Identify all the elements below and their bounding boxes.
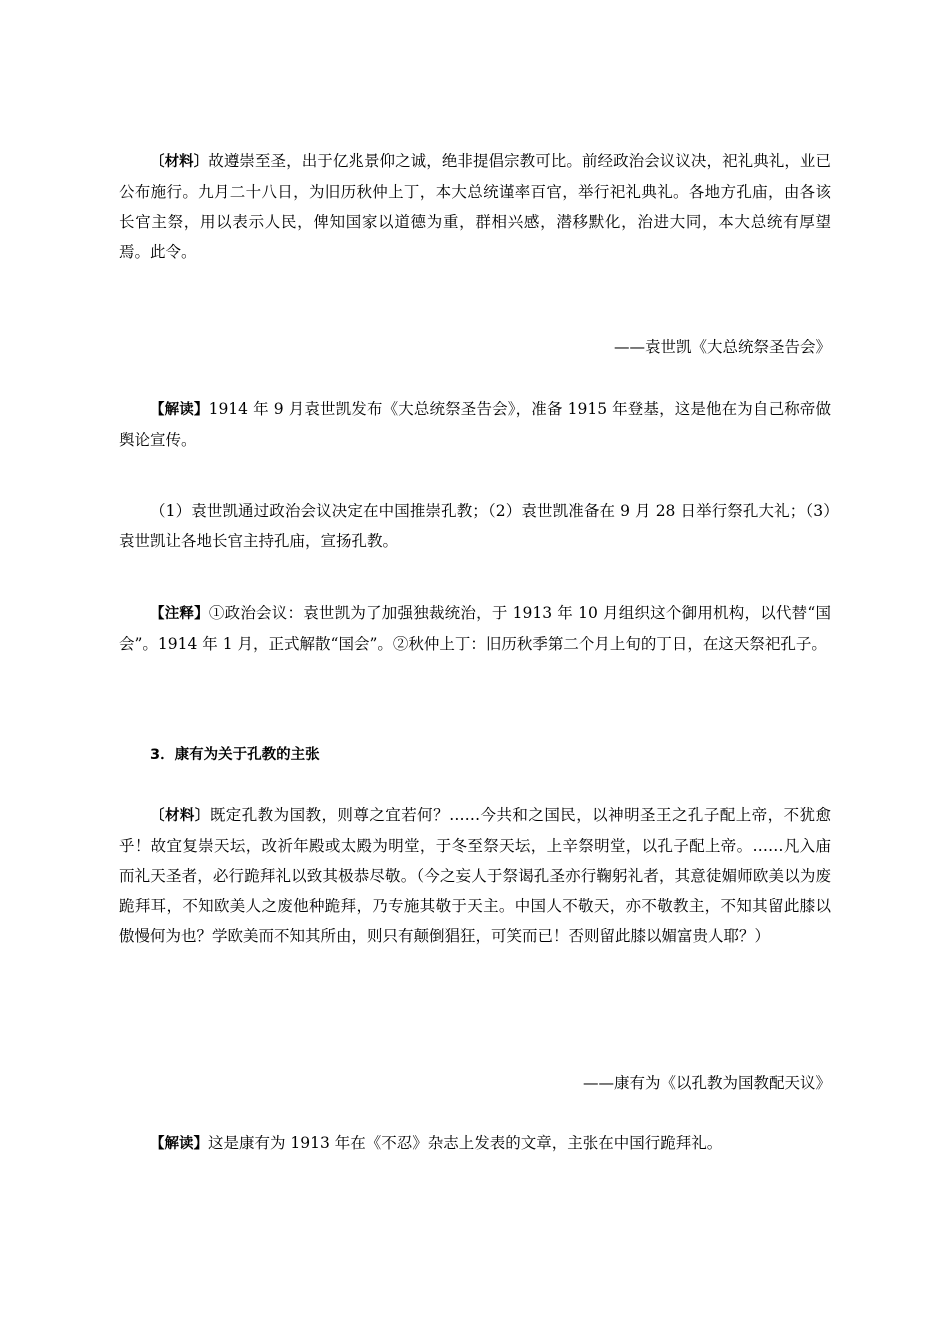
interpretation-label: 【解读】 <box>150 1136 208 1152</box>
interpretation-paragraph-2 <box>119 1128 831 1159</box>
source-citation-1: ——袁世凯《大总统祭圣告会》 <box>613 338 831 356</box>
points-paragraph: （1）袁世凯通过政治会议决定在中国推崇孔教；（2）袁世凯准备在 9 月 28 日举行祭孔大礼；（3）袁世凯让各地长官主持孔庙，宣扬孔教。 <box>119 502 831 550</box>
material-paragraph-1 <box>119 146 831 267</box>
interpretation-text: 1914 年 9 月袁世凯发布《大总统祭圣告会》，准备 1915 年登基，这是他在为自己称帝做舆论宣传。 <box>119 400 831 449</box>
note-text: ①政治会议：袁世凯为了加强独裁统治，于 1913 年 10 月组织这个御用机构，以代替“国会”。1914 年 1 月，正式解散“国会”。②秋仲上丁：旧历秋季第二个月上旬的丁日，在这天祭祀孔子。 <box>119 604 831 653</box>
interpretation-paragraph-1 <box>119 394 831 455</box>
material-text: 故遵崇至圣，出于亿兆景仰之诚，绝非提倡宗教可比。前经政治会议议决，祀礼典礼，业已公布施行。九月二十八日，为旧历秋仲上丁，本大总统谨率百官，举行祀礼典礼。各地方孔庙，由各该长官主祭，用以表示人民，俾知国家以道德为重，群相兴感，潜移默化，治进大同，本大总统有厚望焉。此令。 <box>119 152 831 261</box>
material-label: 〔材料〕 <box>150 808 210 824</box>
interpretation-label: 【解读】 <box>150 402 209 418</box>
section-heading-3: 3．康有为关于孔教的主张 <box>150 747 320 763</box>
material-text: 既定孔教为国教，则尊之宜若何？……今共和之国民，以神明圣王之孔子配上帝，不犹愈乎！故宜复崇天坛，改祈年殿或太殿为明堂，于冬至祭天坛，上辛祭明堂，以孔子配上帝。……凡入庙而礼天圣者，必行跪拜礼以致其极恭尽敬。（今之妄人于祭谒孔圣亦行鞠躬礼者，其意徒媚师欧美以为废跪拜耳，不知欧美人之废他种跪拜，乃专施其敬于天主。中国人不敬天，亦不敬教主，不知其留此膝以傲慢何为也？学欧美而不知其所由，则只有颠倒猖狂，可笑而已！否则留此膝以媚富贵人耶？） <box>119 806 831 945</box>
source-citation-2: ——康有为《以孔教为国教配天议》 <box>582 1074 831 1092</box>
material-paragraph-2 <box>119 800 831 951</box>
material-label: 〔材料〕 <box>150 154 209 170</box>
note-label: 【注释】 <box>150 606 209 622</box>
note-paragraph <box>119 598 831 659</box>
interpretation-text: 这是康有为 1913 年在《不忍》杂志上发表的文章，主张在中国行跪拜礼。 <box>208 1134 723 1152</box>
